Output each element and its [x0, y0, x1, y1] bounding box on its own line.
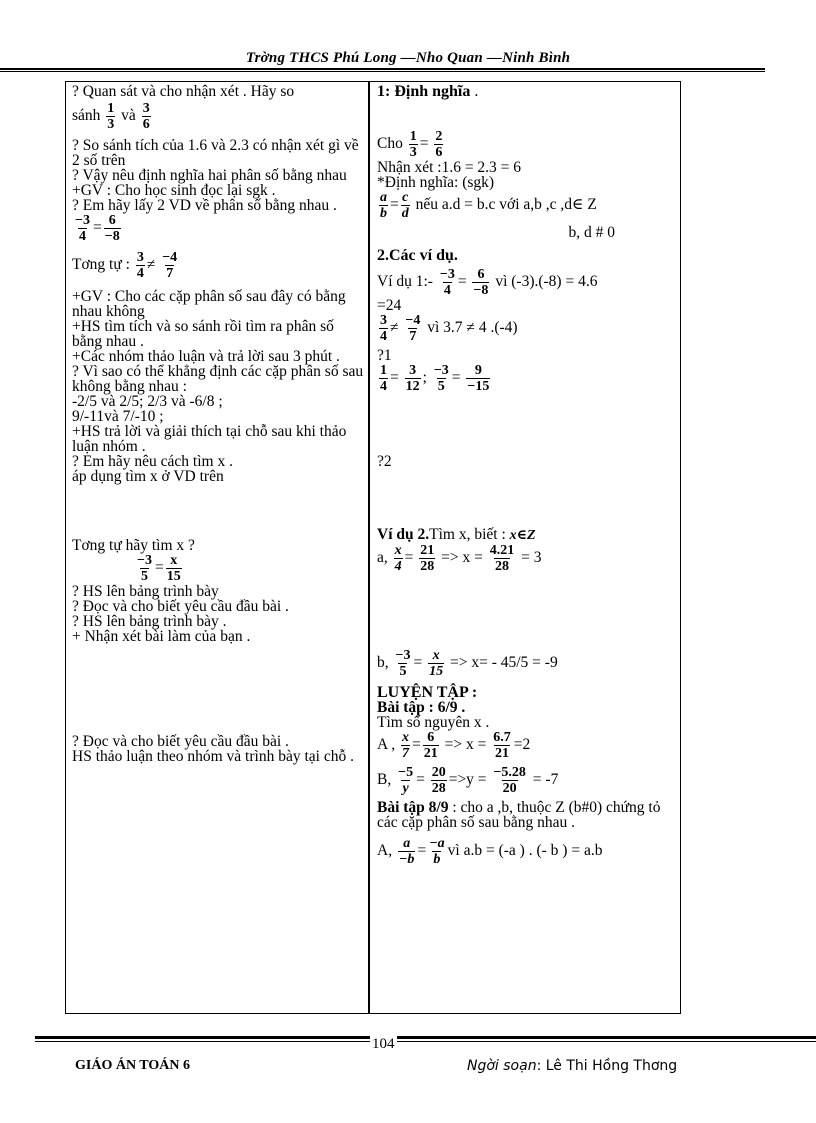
- fraction: $\frac{20}{28}$: [431, 765, 446, 796]
- question-definition: ? Vậy nêu định nghĩa hai phân số bằng nhau: [72, 167, 347, 184]
- fraction: $\frac{21}{28}$: [420, 543, 435, 574]
- fraction: $\frac{3}{4}$: [136, 250, 144, 281]
- example-not-equal: Tơng tự : $\frac{3}{4}$ ≠ $\frac{-4}{7}$: [72, 250, 178, 281]
- fraction: $\frac{6}{21}$: [423, 730, 438, 761]
- footer-rule: [35, 1036, 816, 1039]
- example-2a: a, $\frac{x}{4}$ = $\frac{21}{28}$ => x = $\frac{4.21}{28}$ = 3: [377, 543, 542, 574]
- apply-find-x: áp dụng tìm x ở VD trên: [72, 468, 224, 485]
- fraction: $\frac{x}{4}$: [394, 543, 402, 574]
- fraction: $\frac{3}{4}$: [380, 313, 387, 344]
- hs-board: ? HS lên bảng trình bày: [72, 583, 219, 600]
- fraction: $\frac{2}{6}$: [435, 129, 443, 160]
- example-1: Ví dụ 1:- $\frac{-3}{4}$ = $\frac{6}{-8}$ vì (-3).(-8) = 4.6: [377, 267, 598, 298]
- page-number: 104: [372, 1036, 395, 1052]
- example-2b: b, $\frac{-3}{5}$ = $\frac{x}{15}$ => x= - 45/5 = -9: [377, 648, 558, 679]
- fraction: $\frac{-3}{5}$: [137, 553, 152, 584]
- hs-products: +HS tìm tích và so sánh rồi tìm ra phân số bằng nhau .: [72, 318, 334, 350]
- pairs-2: 9/-11và 7/-10 ;: [72, 408, 164, 425]
- question-compare: ? Quan sát và cho nhận xét . Hãy so: [72, 83, 295, 100]
- section-practice: LUYỆN TẬP :: [377, 684, 478, 701]
- fraction: $\frac{a}{-b}$: [398, 836, 415, 867]
- fraction: $\frac{a}{b}$: [380, 190, 387, 221]
- fraction: $\frac{9}{-15}$: [467, 363, 490, 394]
- header-rule: [0, 68, 765, 70]
- teacher-student-activities: [72, 84, 364, 764]
- group-discuss-present: HS thảo luận theo nhóm và trình bày tại chỗ .: [72, 748, 354, 765]
- footer-title: GIÁO ÁN TOÁN 6: [75, 1058, 191, 1073]
- example-equal: $\frac{-3}{4}$ = $\frac{6}{-8}$: [75, 213, 120, 244]
- fraction: $\frac{-4}{7}$: [405, 313, 421, 344]
- gv-read-sgk: +GV : Cho học sinh đọc lại sgk .: [72, 182, 276, 199]
- given-fractions: Cho $\frac{1}{3}$ = $\frac{2}{6}$: [377, 129, 443, 160]
- fraction: $\frac{x}{7}$: [401, 730, 409, 761]
- fraction: $\frac{6}{-8}$: [473, 267, 489, 298]
- exercise-a: A , $\frac{x}{7}$ = $\frac{6}{21}$ => x = $\frac{6.7}{21}$ =2: [377, 730, 531, 761]
- equation-find-x: $\frac{-3}{5}$ = $\frac{x}{15}$: [137, 553, 181, 584]
- text: sánh: [72, 107, 101, 125]
- fraction: $\frac{-5.28}{20}$: [493, 765, 526, 796]
- fraction: $\frac{x}{15}$: [429, 648, 444, 679]
- condition: b, d # 0: [568, 224, 615, 241]
- hs-board-2: ? HS lên bảng trình bày .: [72, 613, 227, 630]
- footer-rule-thin: [35, 1041, 816, 1042]
- groups-discuss: +Các nhóm thảo luận và trả lời sau 3 phút .: [72, 348, 340, 365]
- question-find-x: ? Em hãy nêu cách tìm x .: [72, 453, 233, 470]
- gv-pairs: +GV : Cho các cặp phân số sau đây có bằng nhau không: [72, 288, 346, 320]
- fraction: $\frac{-4}{7}$: [162, 250, 178, 281]
- fraction: $\frac{1}{3}$: [107, 101, 115, 132]
- question-1-answer: $\frac{1}{4}$ = $\frac{3}{12}$ ; $\frac{-3}{5}$ = $\frac{9}{-15}$: [380, 363, 490, 394]
- fraction: $\frac{-3}{5}$: [433, 363, 449, 394]
- fraction: $\frac{-3}{5}$: [395, 648, 411, 679]
- exercise-8-9-a: A, $\frac{a}{-b}$ = $\frac{-a}{b}$ vì a.b = (-a ) . (- b ) = a.b: [377, 836, 603, 867]
- fraction: $\frac{c}{d}$: [401, 190, 409, 221]
- fraction: $\frac{6}{-8}$: [104, 213, 120, 244]
- example-2: Ví dụ 2.Tìm x, biết : x∈Z: [377, 526, 536, 543]
- definition-formula: $\frac{a}{b}$ = $\frac{c}{d}$ nếu a.d = b.c với a,b ,c ,d∈ Z: [380, 190, 597, 221]
- similarly-find-x: Tơng tự hãy tìm x ?: [72, 537, 195, 554]
- read-task: ? Đọc và cho biết yêu cầu đầu bài .: [72, 598, 289, 615]
- exercise-6-9: Bài tập : 6/9 .: [377, 699, 466, 716]
- fraction: $\frac{-5}{y}$: [398, 765, 414, 796]
- pairs-1: -2/5 và 2/5; 2/3 và -6/8 ;: [72, 393, 223, 410]
- peer-review: + Nhận xét bài làm của bạn .: [72, 628, 251, 645]
- find-integer-x: Tìm số nguyên x .: [377, 714, 490, 731]
- question-1: ?1: [377, 347, 392, 364]
- fraction: $\frac{-a}{b}$: [429, 836, 445, 867]
- fraction: $\frac{1}{3}$: [409, 129, 417, 160]
- example-1-result: =24: [377, 297, 402, 314]
- section-definition: 1: Định nghĩa .: [377, 83, 479, 100]
- column-divider: [368, 81, 370, 1014]
- footer-author: Ngời soạn: Lê Thi Hồng Thơng: [467, 1058, 678, 1074]
- read-task-2: ? Đọc và cho biết yêu cầu đầu bài .: [72, 733, 289, 750]
- definition-sgk: *Định nghĩa: (sgk): [377, 174, 495, 191]
- remark: Nhận xét :1.6 = 2.3 = 6: [377, 159, 522, 176]
- fraction: $\frac{-3}{4}$: [439, 267, 455, 298]
- fraction: $\frac{3}{6}$: [142, 101, 150, 132]
- fraction: $\frac{3}{12}$: [405, 363, 420, 394]
- header-rule-thin: [0, 71, 765, 72]
- example-1b: $\frac{3}{4}$ ≠ $\frac{-4}{7}$ vì 3.7 ≠ 4 .(-4): [380, 313, 518, 344]
- compare-fractions: [72, 101, 364, 132]
- fraction: $\frac{4.21}{28}$: [489, 543, 515, 574]
- question-2: ?2: [377, 453, 392, 470]
- exercise-b: B, $\frac{-5}{y}$ = $\frac{20}{28}$ =>y = $\frac{-5.28}{20}$ = -7: [377, 765, 559, 796]
- text: và: [121, 107, 136, 125]
- page-header: Trờng THCS Phú Long —Nho Quan —Ninh Bình: [245, 50, 571, 66]
- fraction: $\frac{1}{4}$: [380, 363, 387, 394]
- section-examples: 2.Các ví dụ.: [377, 247, 458, 264]
- exercise-8-9: Bài tập 8/9 : cho a ,b, thuộc Z (b#0) chứng tỏ các cặp phân số sau bằng nhau .: [377, 799, 661, 831]
- hs-answer: +HS trả lời và giải thích tại chỗ sau khi thảo luận nhóm .: [72, 423, 347, 455]
- fraction: $\frac{6.7}{21}$: [493, 730, 511, 761]
- fraction: $\frac{x}{15}$: [166, 553, 181, 584]
- question-products: ? So sánh tích của 1.6 và 2.3 có nhận xét gì về 2 số trên: [72, 137, 359, 169]
- question-examples: ? Em hãy lấy 2 VD về phân số bằng nhau .: [72, 197, 337, 214]
- question-why: ? Vì sao có thể khẳng định các cặp phân số sau không bằng nhau :: [72, 363, 364, 395]
- lesson-content: [377, 84, 677, 867]
- fraction: $\frac{-3}{4}$: [75, 213, 90, 244]
